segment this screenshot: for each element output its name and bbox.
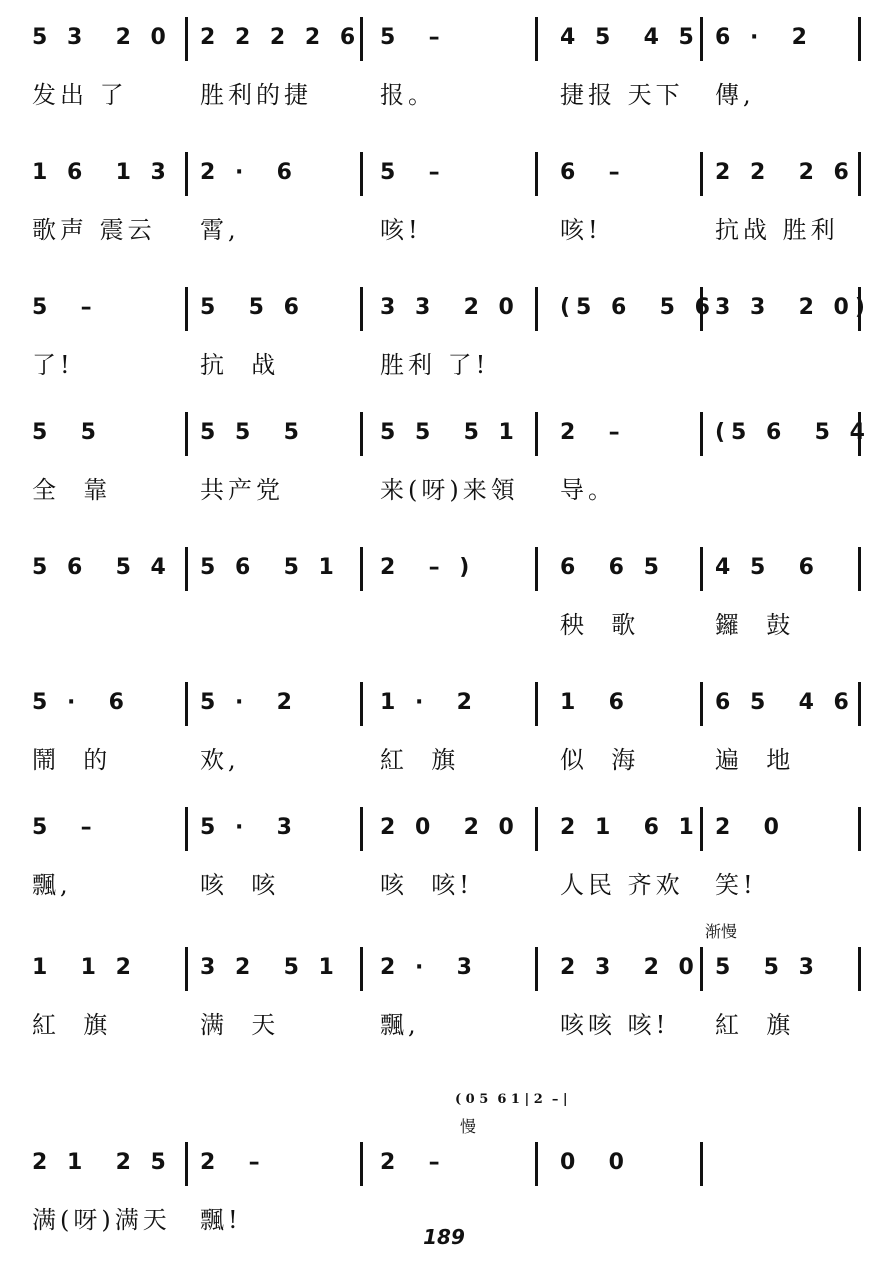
measure-lyrics: 咳 咳: [200, 871, 280, 899]
notes-row: [0, 295, 888, 335]
measure-lyrics: 共产党: [200, 476, 284, 504]
lyrics-row: [0, 75, 888, 115]
measure-lyrics: 飄,: [380, 1011, 420, 1039]
measure-lyrics: 抗战 胜利: [715, 216, 839, 244]
measure-lyrics: 满(呀)满天: [32, 1206, 171, 1234]
measure-lyrics: 了!: [32, 351, 74, 379]
measure-notes: 5 · 6: [32, 690, 130, 715]
measure-notes: 5 –: [32, 295, 98, 320]
measure-notes: 3 3 2 0: [380, 295, 520, 320]
measure-notes: (5 6 5 6: [560, 295, 716, 320]
measure-lyrics: 鬧 的: [32, 746, 112, 774]
measure-lyrics: 胜利的捷: [200, 81, 312, 109]
measure-notes: 1 1 2: [32, 955, 137, 980]
score-system: [0, 555, 888, 675]
measure-lyrics: 咳 咳!: [380, 871, 473, 899]
measure-notes: 2 0 2 0: [380, 815, 520, 840]
score-system: [0, 25, 888, 145]
tempo-marking: 渐慢: [705, 922, 738, 941]
measure-notes: 2 · 3: [380, 955, 478, 980]
measure-lyrics: 鑼 鼓: [715, 611, 795, 639]
measure-lyrics: 咳!: [380, 216, 422, 244]
measure-lyrics: 似 海: [560, 746, 640, 774]
measure-lyrics: 紅 旗: [380, 746, 460, 774]
measure-notes: 2 2 2 6: [715, 160, 855, 185]
measure-notes: 2 3 2 0: [560, 955, 700, 980]
measure-notes: 0 0: [560, 1150, 630, 1175]
measure-notes: 5 3 2 0: [32, 25, 172, 50]
lyrics-row: [0, 740, 888, 780]
measure-lyrics: 咳!: [560, 216, 602, 244]
measure-notes: 4 5 6: [715, 555, 820, 580]
lyrics-row: [0, 345, 888, 385]
measure-lyrics: 欢,: [200, 746, 240, 774]
score-system: [0, 420, 888, 540]
cue-notes: ( 0 5 6 1 | 2 – |: [455, 1092, 568, 1107]
measure-notes: 6 5 4 6: [715, 690, 855, 715]
score-system: [0, 295, 888, 415]
measure-lyrics: 发出 了: [32, 81, 128, 109]
measure-notes: (5 6 5 4: [715, 420, 871, 445]
measure-notes: 2 –: [380, 1150, 446, 1175]
measure-notes: 2 – ): [380, 555, 476, 580]
notes-row: [0, 955, 888, 995]
measure-notes: 1 6 1 3: [32, 160, 172, 185]
measure-lyrics: 捷报 天下: [560, 81, 684, 109]
lyrics-row: [0, 470, 888, 510]
notes-row: [0, 1150, 888, 1190]
measure-lyrics: 歌声 震云: [32, 216, 156, 244]
measure-notes: 2 1 2 5: [32, 1150, 172, 1175]
measure-notes: 5 6 5 1: [200, 555, 340, 580]
score-system: [0, 1092, 888, 1270]
measure-notes: 6 –: [560, 160, 626, 185]
measure-notes: 5 · 3: [200, 815, 298, 840]
measure-notes: 2 –: [560, 420, 626, 445]
notes-row: [0, 25, 888, 65]
measure-notes: 2 · 6: [200, 160, 298, 185]
measure-notes: 5 –: [32, 815, 98, 840]
measure-notes: 3 3 2 0): [715, 295, 871, 320]
measure-notes: 5 · 2: [200, 690, 298, 715]
measure-lyrics: 笑!: [715, 871, 757, 899]
measure-lyrics: 秧 歌: [560, 611, 640, 639]
measure-lyrics: 全 靠: [32, 476, 112, 504]
measure-lyrics: 傳,: [715, 81, 755, 109]
measure-notes: 5 5 3: [715, 955, 820, 980]
measure-lyrics: 导。: [560, 476, 616, 504]
measure-lyrics: 飄!: [200, 1206, 242, 1234]
measure-notes: 5 5 6: [200, 295, 305, 320]
measure-notes: 6 · 2: [715, 25, 813, 50]
measure-notes: 4 5 4 5: [560, 25, 700, 50]
lyrics-row: [0, 210, 888, 250]
measure-notes: 5 6 5 4: [32, 555, 172, 580]
measure-lyrics: 咳咳 咳!: [560, 1011, 670, 1039]
notes-row: [0, 160, 888, 200]
measure-notes: 2 0: [715, 815, 785, 840]
page-number: 189: [423, 1225, 465, 1249]
measure-lyrics: 抗 战: [200, 351, 280, 379]
score-system: [0, 690, 888, 810]
lyrics-row: [0, 605, 888, 645]
lyrics-row: [0, 1005, 888, 1045]
measure-lyrics: 遍 地: [715, 746, 795, 774]
notes-row: [0, 690, 888, 730]
measure-notes: 5 5 5: [200, 420, 305, 445]
notes-row: [0, 815, 888, 855]
measure-lyrics: 胜利 了!: [380, 351, 490, 379]
score-system: [0, 815, 888, 935]
measure-notes: 2 –: [200, 1150, 266, 1175]
measure-notes: 5 –: [380, 25, 446, 50]
measure-notes: 5 –: [380, 160, 446, 185]
notes-row: [0, 555, 888, 595]
measure-notes: 3 2 5 1: [200, 955, 340, 980]
lyrics-row: [0, 865, 888, 905]
tempo-marking: 慢: [460, 1117, 477, 1136]
measure-notes: 1 6: [560, 690, 630, 715]
measure-lyrics: 霄,: [200, 216, 240, 244]
score-system: [0, 160, 888, 280]
score-system: [0, 922, 888, 1075]
measure-notes: 2 2 2 2 6: [200, 25, 362, 50]
measure-lyrics: 紅 旗: [715, 1011, 795, 1039]
measure-lyrics: 紅 旗: [32, 1011, 112, 1039]
measure-lyrics: 满 天: [200, 1011, 280, 1039]
measure-notes: 5 5: [32, 420, 102, 445]
measure-notes: 1 · 2: [380, 690, 478, 715]
measure-lyrics: 来(呀)来領: [380, 476, 519, 504]
measure-notes: 6 6 5: [560, 555, 665, 580]
notes-row: [0, 420, 888, 460]
measure-notes: 2 1 6 1: [560, 815, 700, 840]
measure-lyrics: 飄,: [32, 871, 72, 899]
measure-notes: 5 5 5 1: [380, 420, 520, 445]
measure-lyrics: 人民 齐欢: [560, 871, 684, 899]
measure-lyrics: 报。: [380, 81, 436, 109]
